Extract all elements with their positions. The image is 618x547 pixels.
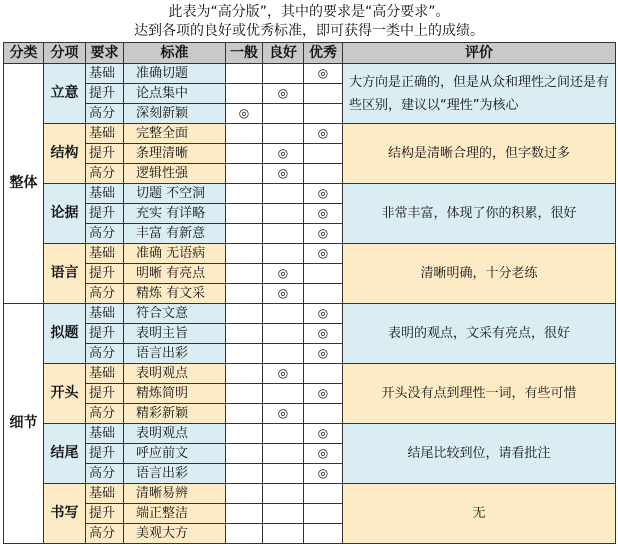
mark-good: ◎ (263, 284, 304, 304)
category-cell: 整体 (4, 64, 44, 304)
mark-excellent (304, 144, 343, 164)
standard-cell: 符合文意 (124, 304, 226, 324)
level-cell: 基础 (86, 124, 124, 144)
comment-cell: 表明的观点，文采有亮点，很好 (343, 304, 616, 364)
mark-good (263, 244, 304, 264)
table-row (4, 64, 616, 84)
level-cell: 提升 (86, 504, 124, 524)
table-row (4, 124, 616, 144)
standard-cell: 表明观点 (124, 424, 226, 444)
mark-good (263, 324, 304, 344)
header-level: 要求 (86, 43, 124, 64)
mark-good: ◎ (263, 144, 304, 164)
level-cell: 基础 (86, 364, 124, 384)
mark-average (226, 324, 263, 344)
subsection-cell: 立意 (44, 64, 86, 124)
standard-cell: 语言出彩 (124, 464, 226, 484)
mark-good (263, 124, 304, 144)
level-cell: 基础 (86, 64, 124, 84)
level-cell: 高分 (86, 344, 124, 364)
intro-line-1: 此表为“高分版”，其中的要求是“高分要求”。 (168, 4, 450, 20)
mark-good (263, 384, 304, 404)
level-cell: 提升 (86, 324, 124, 344)
header-comment: 评价 (343, 43, 616, 64)
header-good: 良好 (263, 43, 304, 64)
comment-cell: 非常丰富，体现了你的积累，很好 (343, 184, 616, 244)
mark-good (263, 524, 304, 544)
mark-excellent (304, 264, 343, 284)
subsection-cell: 拟题 (44, 304, 86, 364)
standard-cell: 切题 不空洞 (124, 184, 226, 204)
mark-good (263, 424, 304, 444)
mark-good: ◎ (263, 84, 304, 104)
table-row (4, 304, 616, 324)
table-row (4, 424, 616, 444)
mark-excellent: ◎ (304, 64, 343, 84)
table-row (4, 364, 616, 384)
standard-cell: 呼应前文 (124, 444, 226, 464)
mark-average (226, 464, 263, 484)
header-subsection: 分项 (44, 43, 86, 64)
standard-cell: 明晰 有亮点 (124, 264, 226, 284)
mark-average (226, 444, 263, 464)
level-cell: 高分 (86, 284, 124, 304)
mark-average (226, 504, 263, 524)
mark-good: ◎ (263, 404, 304, 424)
header-standard: 标准 (124, 43, 226, 64)
mark-excellent (304, 484, 343, 504)
mark-excellent: ◎ (304, 344, 343, 364)
mark-excellent: ◎ (304, 184, 343, 204)
mark-excellent (304, 404, 343, 424)
comment-cell: 结尾比较到位，请看批注 (343, 424, 616, 484)
level-cell: 提升 (86, 444, 124, 464)
level-cell: 高分 (86, 524, 124, 544)
level-cell: 提升 (86, 264, 124, 284)
mark-good: ◎ (263, 264, 304, 284)
standard-cell: 精炼 有文采 (124, 284, 226, 304)
level-cell: 提升 (86, 144, 124, 164)
comment-cell: 清晰明确，十分老练 (343, 244, 616, 304)
mark-good (263, 444, 304, 464)
comment-cell: 开头没有点到理性一词，有些可惜 (343, 364, 616, 424)
mark-excellent: ◎ (304, 124, 343, 144)
mark-good (263, 104, 304, 124)
mark-excellent (304, 84, 343, 104)
level-cell: 高分 (86, 104, 124, 124)
mark-average (226, 284, 263, 304)
mark-good (263, 344, 304, 364)
level-cell: 基础 (86, 484, 124, 504)
mark-excellent: ◎ (304, 444, 343, 464)
mark-average (226, 424, 263, 444)
level-cell: 基础 (86, 184, 124, 204)
mark-excellent (304, 524, 343, 544)
mark-average (226, 144, 263, 164)
mark-excellent (304, 284, 343, 304)
comment-cell: 无 (343, 484, 616, 544)
standard-cell: 深刻新颖 (124, 104, 226, 124)
level-cell: 提升 (86, 204, 124, 224)
standard-cell: 准确 无语病 (124, 244, 226, 264)
mark-excellent: ◎ (304, 324, 343, 344)
mark-average (226, 124, 263, 144)
standard-cell: 完整全面 (124, 124, 226, 144)
subsection-cell: 开头 (44, 364, 86, 424)
mark-excellent (304, 104, 343, 124)
mark-average (226, 404, 263, 424)
mark-average (226, 184, 263, 204)
mark-average (226, 164, 263, 184)
standard-cell: 表明观点 (124, 364, 226, 384)
subsection-cell: 书写 (44, 484, 86, 544)
level-cell: 高分 (86, 464, 124, 484)
level-cell: 基础 (86, 424, 124, 444)
comment-cell: 大方向是正确的，但是从众和理性之间还是有些区别，建议以“理性”为核心 (343, 64, 616, 124)
mark-good (263, 204, 304, 224)
mark-good (263, 64, 304, 84)
mark-average (226, 244, 263, 264)
standard-cell: 论点集中 (124, 84, 226, 104)
mark-excellent: ◎ (304, 204, 343, 224)
table-row (4, 484, 616, 504)
mark-good (263, 504, 304, 524)
standard-cell: 丰富 有新意 (124, 224, 226, 244)
mark-good: ◎ (263, 164, 304, 184)
mark-average (226, 524, 263, 544)
mark-good (263, 304, 304, 324)
standard-cell: 充实 有详略 (124, 204, 226, 224)
mark-good: ◎ (263, 364, 304, 384)
mark-average (226, 364, 263, 384)
level-cell: 基础 (86, 304, 124, 324)
mark-good (263, 484, 304, 504)
mark-average (226, 204, 263, 224)
mark-excellent (304, 364, 343, 384)
intro-text (0, 0, 618, 41)
category-cell: 细节 (4, 304, 44, 544)
standard-cell: 端正整洁 (124, 504, 226, 524)
standard-cell: 准确切题 (124, 64, 226, 84)
grading-table (3, 42, 616, 544)
mark-excellent: ◎ (304, 244, 343, 264)
header-excellent: 优秀 (304, 43, 343, 64)
mark-average (226, 304, 263, 324)
table-row (4, 184, 616, 204)
mark-average (226, 484, 263, 504)
mark-excellent: ◎ (304, 464, 343, 484)
subsection-cell: 结构 (44, 124, 86, 184)
subsection-cell: 结尾 (44, 424, 86, 484)
level-cell: 提升 (86, 384, 124, 404)
mark-average (226, 264, 263, 284)
table-row (4, 244, 616, 264)
standard-cell: 语言出彩 (124, 344, 226, 364)
mark-average (226, 64, 263, 84)
mark-excellent: ◎ (304, 224, 343, 244)
level-cell: 提升 (86, 84, 124, 104)
level-cell: 高分 (86, 164, 124, 184)
mark-average (226, 384, 263, 404)
mark-excellent: ◎ (304, 424, 343, 444)
mark-average (226, 344, 263, 364)
header-average: 一般 (226, 43, 263, 64)
mark-good (263, 184, 304, 204)
level-cell: 基础 (86, 244, 124, 264)
header-category: 分类 (4, 43, 44, 64)
mark-excellent: ◎ (304, 304, 343, 324)
standard-cell: 条理清晰 (124, 144, 226, 164)
mark-excellent: ◎ (304, 384, 343, 404)
standard-cell: 美观大方 (124, 524, 226, 544)
level-cell: 高分 (86, 224, 124, 244)
header-row (4, 43, 616, 64)
intro-line-2: 达到各项的良好或优秀标准，即可获得一类中上的成绩。 (134, 23, 484, 39)
mark-average: ◎ (226, 104, 263, 124)
mark-excellent (304, 164, 343, 184)
mark-excellent (304, 504, 343, 524)
mark-good (263, 464, 304, 484)
standard-cell: 精炼简明 (124, 384, 226, 404)
standard-cell: 清晰易辨 (124, 484, 226, 504)
comment-cell: 结构是清晰合理的，但字数过多 (343, 124, 616, 184)
subsection-cell: 语言 (44, 244, 86, 304)
mark-average (226, 224, 263, 244)
mark-average (226, 84, 263, 104)
standard-cell: 精彩新颖 (124, 404, 226, 424)
subsection-cell: 论据 (44, 184, 86, 244)
table-body (4, 64, 616, 544)
standard-cell: 逻辑性强 (124, 164, 226, 184)
level-cell: 高分 (86, 404, 124, 424)
standard-cell: 表明主旨 (124, 324, 226, 344)
mark-good (263, 224, 304, 244)
